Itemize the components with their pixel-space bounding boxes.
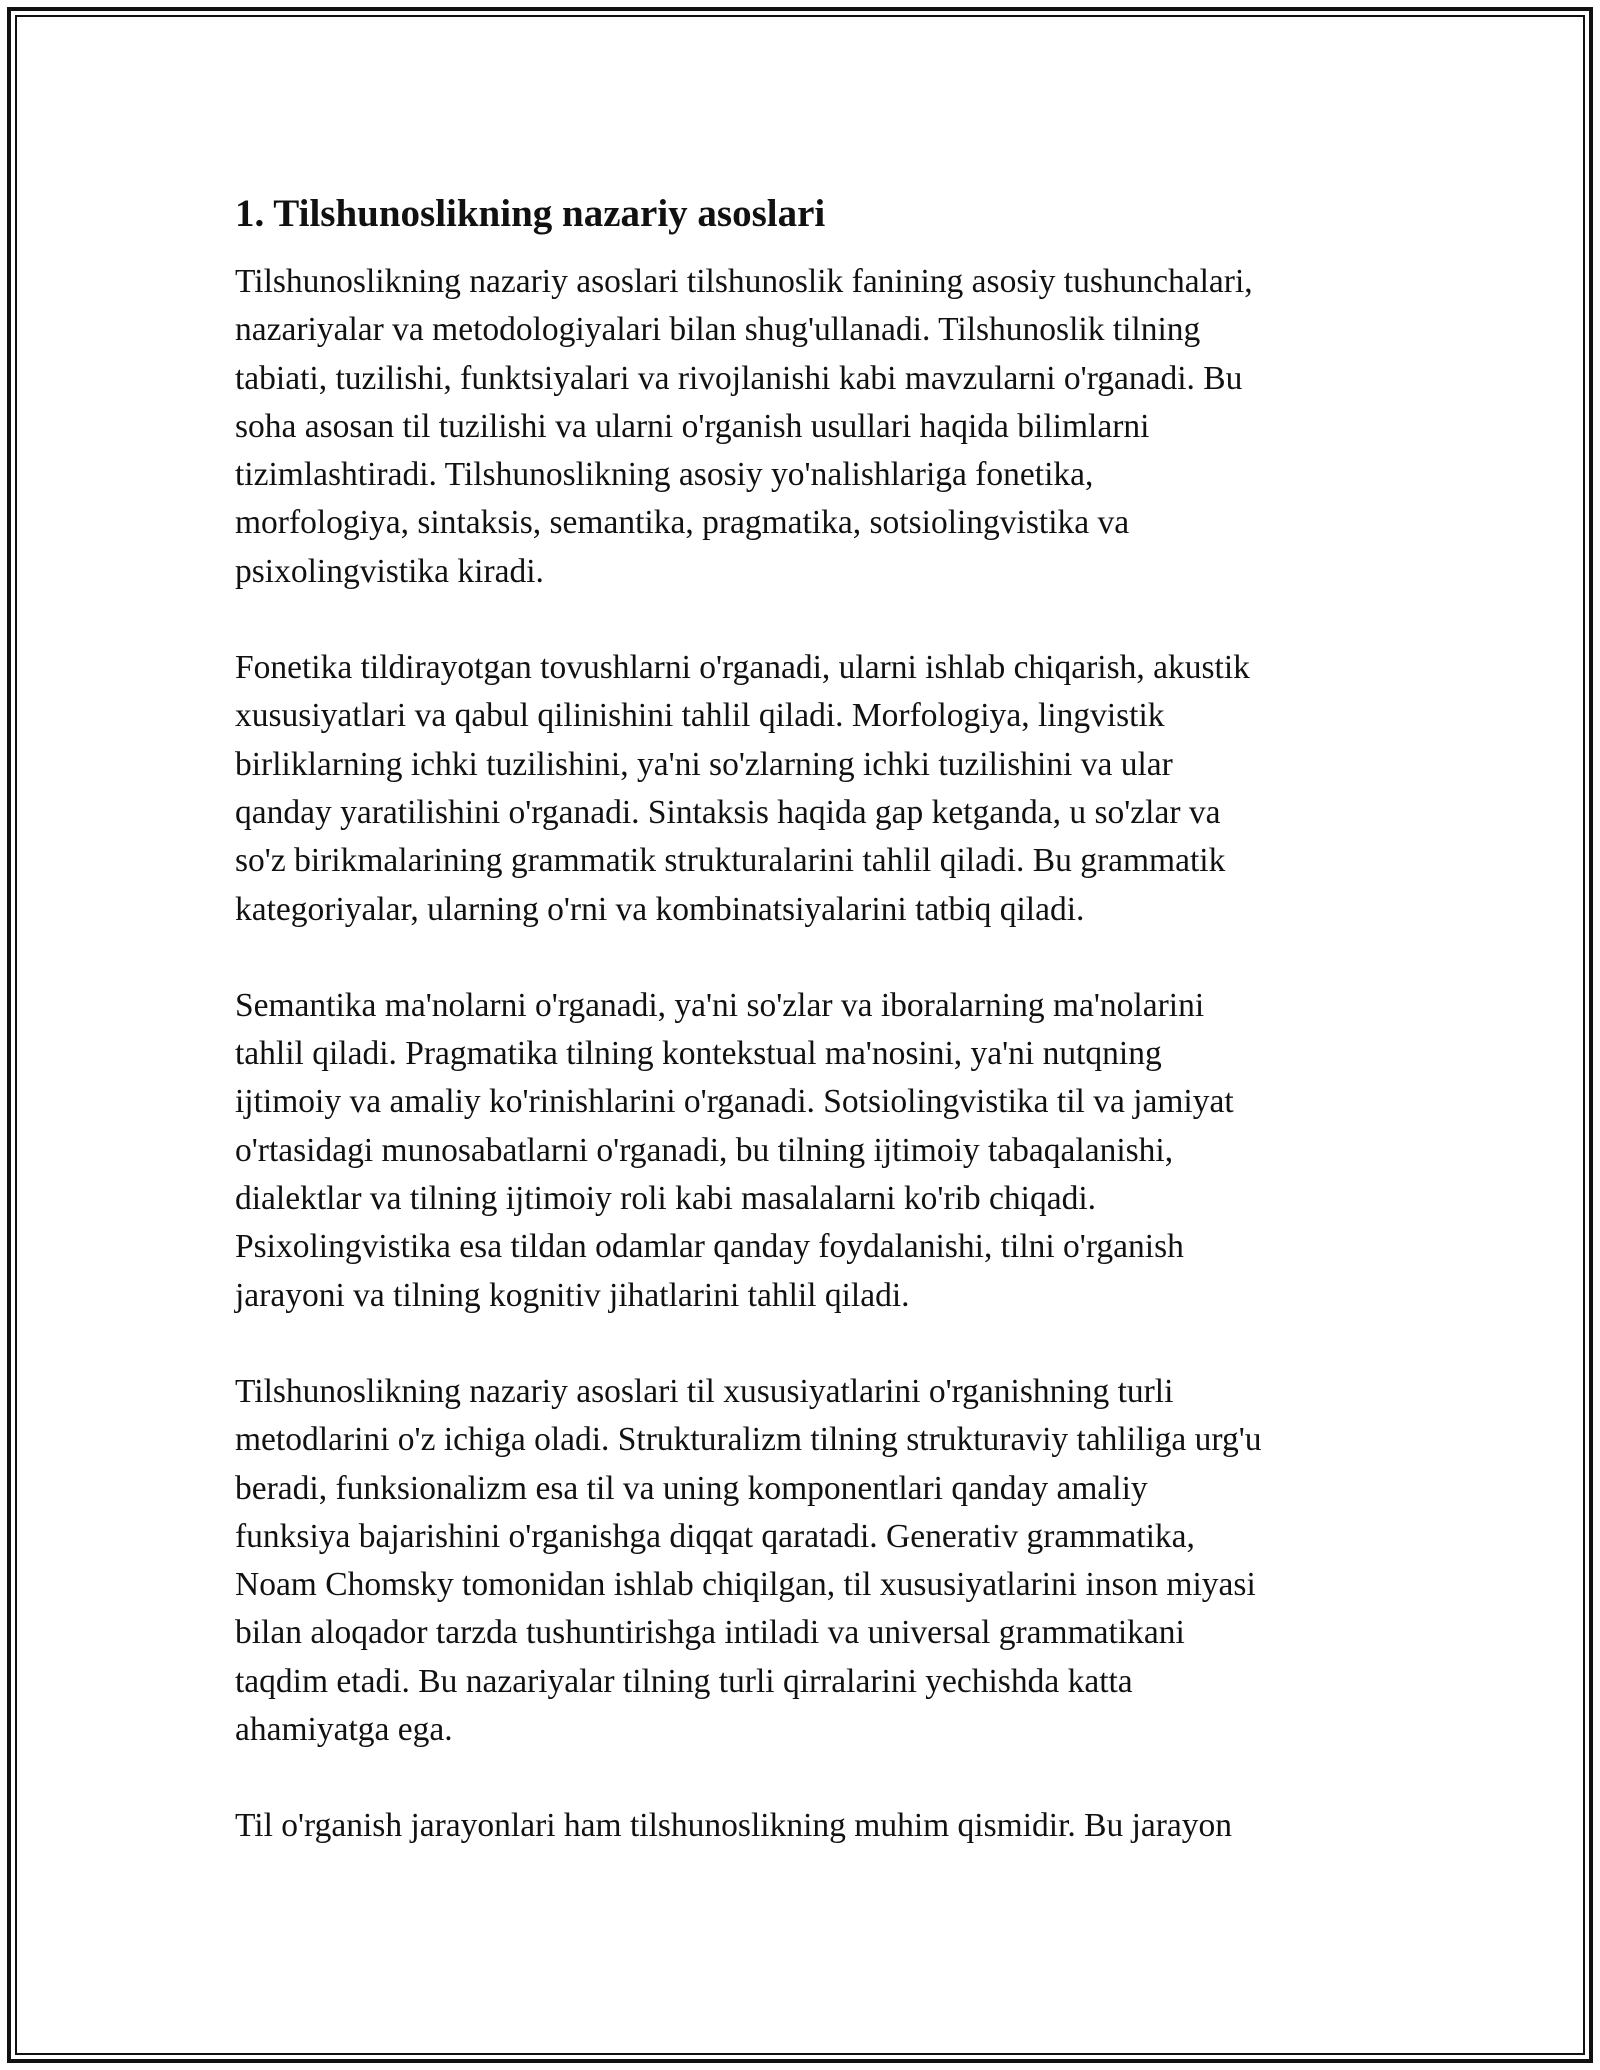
paragraph-line: psixolingvistika kiradi. [235,552,544,590]
paragraph-line: so'z birikmalarining grammatik strukturalarini tahlil qiladi. Bu grammatik [235,842,1226,880]
paragraph-line: tahlil qiladi. Pragmatika tilning kontekstual ma'nosini, ya'ni nutqning [235,1035,1162,1073]
paragraph [235,1802,1375,1850]
paragraph [235,258,1375,596]
paragraph-line: qanday yaratilishini o'rganadi. Sintaksis haqida gap ketganda, u so'zlar va [235,793,1221,831]
document-body [235,190,1375,1899]
paragraph [235,982,1375,1320]
paragraph-list [235,258,1375,1851]
paragraph-line: ijtimoiy va amaliy ko'rinishlarini o'rganadi. Sotsiolingvistika til va jamiyat [235,1083,1234,1121]
paragraph-line: Psixolingvistika esa tildan odamlar qanday foydalanishi, tilni o'rganish [235,1228,1184,1266]
paragraph-line: xususiyatlari va qabul qilinishini tahlil qiladi. Morfologiya, lingvistik [235,697,1165,735]
paragraph-line: nazariyalar va metodologiyalari bilan shug'ullanadi. Tilshunoslik tilning [235,311,1201,349]
paragraph [235,1368,1375,1754]
paragraph-line: funksiya bajarishini o'rganishga diqqat qaratadi. Generativ grammatika, [235,1517,1195,1555]
paragraph-line: soha asosan til tuzilishi va ularni o'rganish usullari haqida bilimlarni [235,407,1150,445]
paragraph-line: metodlarini o'z ichiga oladi. Strukturalizm tilning strukturaviy tahliliga urg'u [235,1421,1262,1459]
paragraph-line: Noam Chomsky tomonidan ishlab chiqilgan, til xususiyatlarini inson miyasi [235,1566,1256,1604]
paragraph-line: beradi, funksionalizm esa til va uning komponentlari qanday amaliy [235,1469,1148,1507]
paragraph-line: jarayoni va tilning kognitiv jihatlarini tahlil qiladi. [235,1276,910,1314]
paragraph-line: dialektlar va tilning ijtimoiy roli kabi masalalarni ko'rib chiqadi. [235,1180,1097,1218]
paragraph-line: tabiati, tuzilishi, funktsiyalari va rivojlanishi kabi mavzularni o'rganadi. Bu [235,359,1243,397]
paragraph-line: Tilshunoslikning nazariy asoslari til xususiyatlarini o'rganishning turli [235,1372,1174,1410]
section-heading: 1. Tilshunoslikning nazariy asoslari [235,192,826,235]
paragraph-line: birliklarning ichki tuzilishini, ya'ni so'zlarning ichki tuzilishini va ular [235,745,1173,783]
paragraph-line: morfologiya, sintaksis, semantika, pragmatika, sotsiolingvistika va [235,504,1130,542]
paragraph-line: o'rtasidagi munosabatlarni o'rganadi, bu tilning ijtimoiy tabaqalanishi, [235,1131,1174,1169]
paragraph-line: tizimlashtiradi. Tilshunoslikning asosiy yo'nalishlariga fonetika, [235,456,1094,494]
paragraph-line: ahamiyatga ega. [235,1711,453,1749]
paragraph-line: Til o'rganish jarayonlari ham tilshunoslikning muhim qismidir. Bu jarayon [235,1807,1233,1845]
paragraph-line: Semantika ma'nolarni o'rganadi, ya'ni so'zlar va iboralarning ma'nolarini [235,986,1205,1024]
paragraph-line: Fonetika tildirayotgan tovushlarni o'rganadi, ularni ishlab chiqarish, akustik [235,649,1250,687]
paragraph-line: bilan aloqador tarzda tushuntirishga intiladi va universal grammatikani [235,1614,1185,1652]
paragraph-line: Tilshunoslikning nazariy asoslari tilshunoslik fanining asosiy tushunchalari, [235,263,1253,300]
paragraph-line: taqdim etadi. Bu nazariyalar tilning turli qirralarini yechishda katta [235,1662,1133,1700]
paragraph [235,644,1375,934]
paragraph-line: kategoriyalar, ularning o'rni va kombinatsiyalarini tatbiq qiladi. [235,890,1085,928]
